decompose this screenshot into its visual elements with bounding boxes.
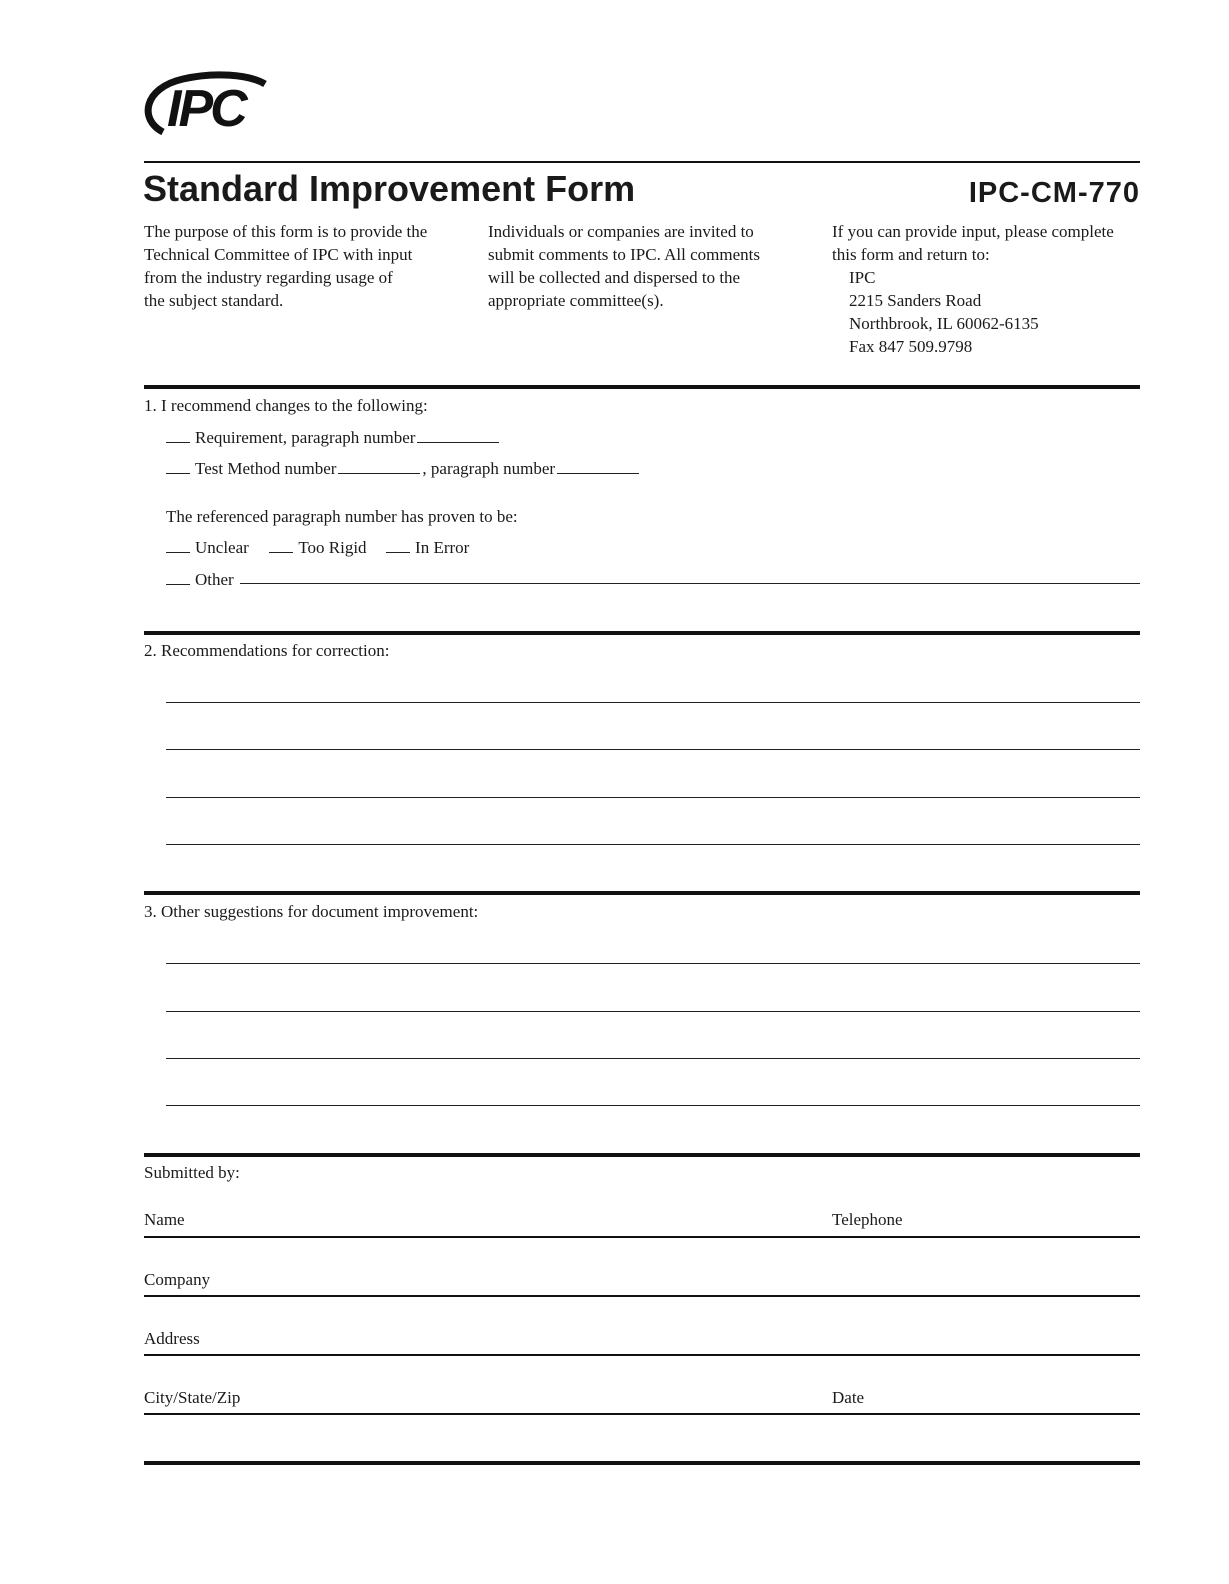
intro-column-return (832, 220, 1114, 358)
other-checkbox[interactable] (166, 568, 190, 585)
suggestion-line[interactable] (166, 1105, 1140, 1106)
company-field[interactable] (144, 1295, 1140, 1297)
paragraph-label: , paragraph number (422, 459, 556, 478)
requirement-paragraph-field[interactable] (417, 426, 499, 443)
other-label: Other (195, 570, 234, 589)
intro-text: will be collected and dispersed to the (488, 268, 741, 287)
address-line: 2215 Sanders Road (849, 291, 982, 310)
intro-text: appropriate committee(s). (488, 291, 664, 310)
intro-column-purpose (144, 220, 427, 312)
too-rigid-label: Too Rigid (298, 538, 367, 557)
section-3-rule (144, 891, 1140, 895)
intro-text: the subject standard. (144, 291, 284, 310)
city-date-field[interactable] (144, 1413, 1140, 1415)
ipc-logo-mark (143, 70, 273, 142)
name-label: Name (144, 1210, 185, 1229)
unclear-checkbox[interactable] (166, 536, 190, 553)
city-state-zip-label: City/State/Zip (144, 1388, 241, 1407)
intro-text: The purpose of this form is to provide the (144, 222, 428, 241)
suggestion-line[interactable] (166, 1011, 1140, 1012)
proven-options-row (166, 536, 469, 559)
address-label: Address (144, 1329, 200, 1348)
intro-text: Individuals or companies are invited to (488, 222, 754, 241)
correction-line[interactable] (166, 702, 1140, 703)
in-error-checkbox[interactable] (386, 536, 410, 553)
requirement-checkbox[interactable] (166, 426, 190, 443)
ipc-logo (143, 70, 273, 142)
other-field[interactable] (240, 583, 1140, 584)
intro-column-invitation (488, 220, 760, 312)
in-error-label: In Error (415, 538, 470, 557)
suggestion-line[interactable] (166, 963, 1140, 964)
test-method-paragraph-field[interactable] (557, 457, 639, 474)
correction-line[interactable] (166, 749, 1140, 750)
submitted-rule (144, 1153, 1140, 1157)
proven-label: The referenced paragraph number has proven to be: (166, 507, 518, 526)
section-2-heading: 2. Recommendations for correction: (144, 641, 390, 660)
intro-text: submit comments to IPC. All comments (488, 245, 760, 264)
correction-line[interactable] (166, 797, 1140, 798)
telephone-label: Telephone (832, 1210, 903, 1229)
requirement-label: Requirement, paragraph number (195, 428, 416, 447)
too-rigid-checkbox[interactable] (269, 536, 293, 553)
intro-text: from the industry regarding usage of (144, 268, 393, 287)
submitted-heading: Submitted by: (144, 1163, 240, 1182)
company-label: Company (144, 1270, 211, 1289)
test-method-number-field[interactable] (338, 457, 420, 474)
intro-text: If you can provide input, please complete (832, 222, 1114, 241)
requirement-row (166, 426, 501, 449)
test-method-label: Test Method number (195, 459, 337, 478)
test-method-checkbox[interactable] (166, 457, 190, 474)
document-number: IPC-CM-770 (968, 177, 1140, 209)
test-method-row (166, 457, 641, 480)
fax-number: Fax 847 509.9798 (849, 337, 973, 356)
section-3-heading: 3. Other suggestions for document improvement: (144, 902, 479, 921)
section-1-heading: 1. I recommend changes to the following: (144, 396, 428, 415)
svg-text:IPC: IPC (167, 80, 245, 138)
address-line: IPC (849, 268, 876, 287)
form-title: Standard Improvement Form (143, 168, 636, 209)
address-field[interactable] (144, 1354, 1140, 1356)
correction-line[interactable] (166, 844, 1140, 845)
header-top-rule (144, 161, 1140, 163)
suggestion-line[interactable] (166, 1058, 1140, 1059)
other-row (166, 568, 1140, 591)
section-2-rule (144, 631, 1140, 635)
date-label: Date (832, 1388, 865, 1407)
unclear-label: Unclear (195, 538, 249, 557)
intro-text: this form and return to: (832, 245, 990, 264)
footer-rule (144, 1461, 1140, 1465)
section-1-rule (144, 385, 1140, 389)
name-telephone-field[interactable] (144, 1236, 1140, 1238)
address-line: Northbrook, IL 60062-6135 (849, 314, 1039, 333)
intro-text: Technical Committee of IPC with input (144, 245, 413, 264)
